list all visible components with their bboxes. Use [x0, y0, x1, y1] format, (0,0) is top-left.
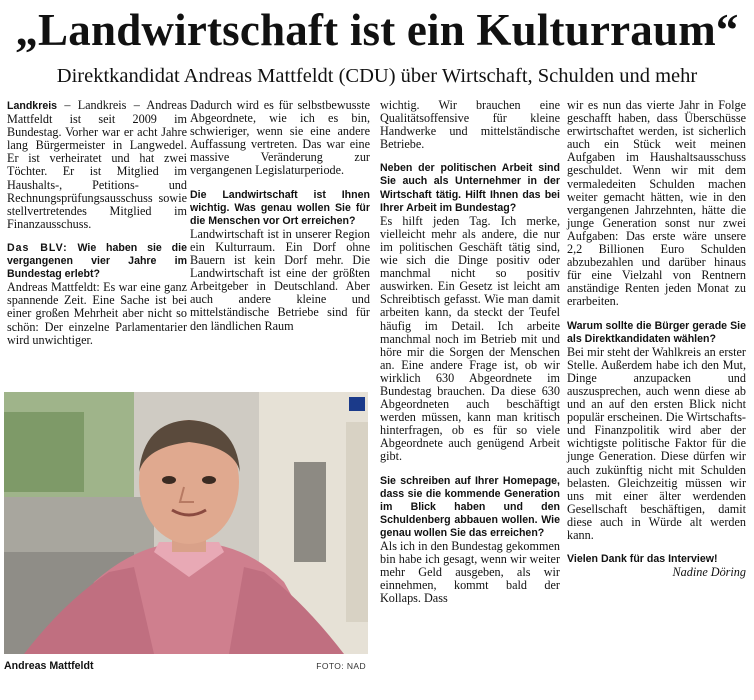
answer-4: Als ich in den Bundestag gekommen bin habe ich gesagt, wenn wir weiter mehr Geld ausgeben, als wir einnehmen, kommt bald der Kollaps. Dass [380, 539, 560, 606]
question-5: Warum sollte die Bürger gerade Sie als Direktkandidaten wählen? [567, 319, 746, 345]
portrait-photo [4, 392, 368, 654]
question-3: Neben der politischen Arbeit sind Sie auch als Unternehmer in der Wirtschaft tätig. Hilft Ihnen das bei Ihrer Arbeit im Bundestag? [380, 162, 560, 214]
answer-3: Es hilft jeden Tag. Ich merke, vielleicht mehr als andere, die nur im politischen Geschäft tätig sind, wie sich die Dinge positiv oder manchmal nicht so positiv auswirken. Ein Gesetz ist leicht am Schreibtisch gefasst. Wie man damit arbeiten kann, da steckt der Teufel häufig im Detail. Ich arbeite manchmal noch im Betrieb mit und höre mir die Sorgen der Menschen an. Eine andere Frage ist, ob wir wirklich 630 Abgeordnete im Bundestag brauchen. Da diese 630 Abgeordneten auch beschäftigt werden müssen, kann man kritisch hinterfragen, ob es für so viele Abgeordnete auch genügend Arbeit gibt. [380, 213, 560, 464]
headline: „Landwirtschaft ist ein Kulturraum“ [15, 5, 739, 55]
subheadline: Direktkandidat Andreas Mattfeldt (CDU) über Wirtschaft, Schulden und mehr [56, 65, 698, 87]
answer-2: Landwirtschaft ist in unserer Region ein Kulturraum. Ein Dorf ohne Bauern ist kein Dorf mehr. Die Landwirtschaft ist eine der größten Arbeitgeber in Deutschland. Aber auch andere kleine und mittelständische Betriebe sind für den ländlichen Raum [190, 226, 370, 333]
paragraph: wir es nun das vierte Jahr in Folge geschafft haben, dass Überschüsse erwirtschaftet werden, ist sicherlich auch ein Stück weit meinen Aufgaben im Haushaltsausschuss geschuldet. Wenn wir mit dem vermaledeiten Schulden machen weiter gemacht hätten, wie in den vergangenen Jahrzehnten, hätte die junge Generation sonst nur zwei Aufgaben: Das erste wäre unsere 2,2 Billionen Euro Schulden abzubezahlen und darüber hinaus für eine Vielzahl von Rentnern anständige Renten jeden Monat zu erarbeiten. [567, 98, 746, 309]
column-1 [7, 99, 187, 347]
answer-1: Andreas Mattfeldt: Es war eine ganz spannende Zeit. Eine Sache ist bei einer großen Mehrheit aber nicht so schön: Der einzelne Parlamentarier wird unwichtiger. [7, 280, 187, 347]
answer-5: Bei mir steht der Wahlkreis an erster Stelle. Außerdem habe ich den Mut, Dinge anzupacken und auszusprechen, auch wenn diese ab und an auf den ersten Blick nicht populär erscheinen. Die Wirtschafts- und Finanzpolitik wird aber der wichtigste politische Faktor für die junge Generation. Diese dürfen wir auch zukünftig nicht mit Schulden belasten. Gleichzeitig müssen wir uns mit einer älter werdenden Gesellschaft beschäftigen, damit diese auch in Würde alt werden kann. [567, 344, 746, 542]
column-4 [567, 99, 746, 579]
paragraph: Dadurch wird es für selbstbewusste Abgeordnete, wie ich es bin, schwieriger, wenn sie eine andere Auffassung vertreten. Das war eine massive Veränderung zur vergangenen Legislaturperiode. [190, 98, 370, 178]
question-4: Sie schreiben auf Ihrer Homepage, dass sie die kommende Generation im Blick haben und den Schuldenberg abbauen wollen. Wie genau wollen Sie das erreichen? [380, 474, 560, 539]
question-2: Die Landwirtschaft ist Ihnen wichtig. Was genau wollen Sie für die Menschen vor Ort erreichen? [190, 188, 370, 227]
author: Nadine Döring [672, 565, 746, 580]
portrait-illustration [4, 392, 368, 654]
paragraph: wichtig. Wir brauchen eine Qualitätsoffensive für kleine Handwerke und mittelständische Betriebe. [380, 98, 560, 152]
question-1: Das BLV: Wie haben sie die vergangenen vier Jahre im Bundestag erlebt? [7, 241, 187, 281]
caption-name: Andreas Mattfeldt [4, 660, 94, 672]
photo-caption [4, 660, 368, 674]
lead-paragraph: Landkreis – Landkreis – Andreas Mattfeldt ist seit 2009 im Bundestag. Vorher war er acht Jahre lang Bürgermeister in Langwedel. Er ist verheiratet und hat zwei Töchter. Er ist Mitglied im Haushalts-, Petitions- und Rechnungsprüfungsausschuss sowie stellvertretendes Mitglied im Finanzausschuss. [7, 98, 187, 231]
signoff: Vielen Dank für das Interview! [567, 553, 718, 566]
column-2 [190, 99, 370, 333]
dateline: Landkreis [7, 100, 58, 112]
photo-credit: FOTO: NAD [316, 661, 366, 671]
column-3 [380, 99, 560, 605]
